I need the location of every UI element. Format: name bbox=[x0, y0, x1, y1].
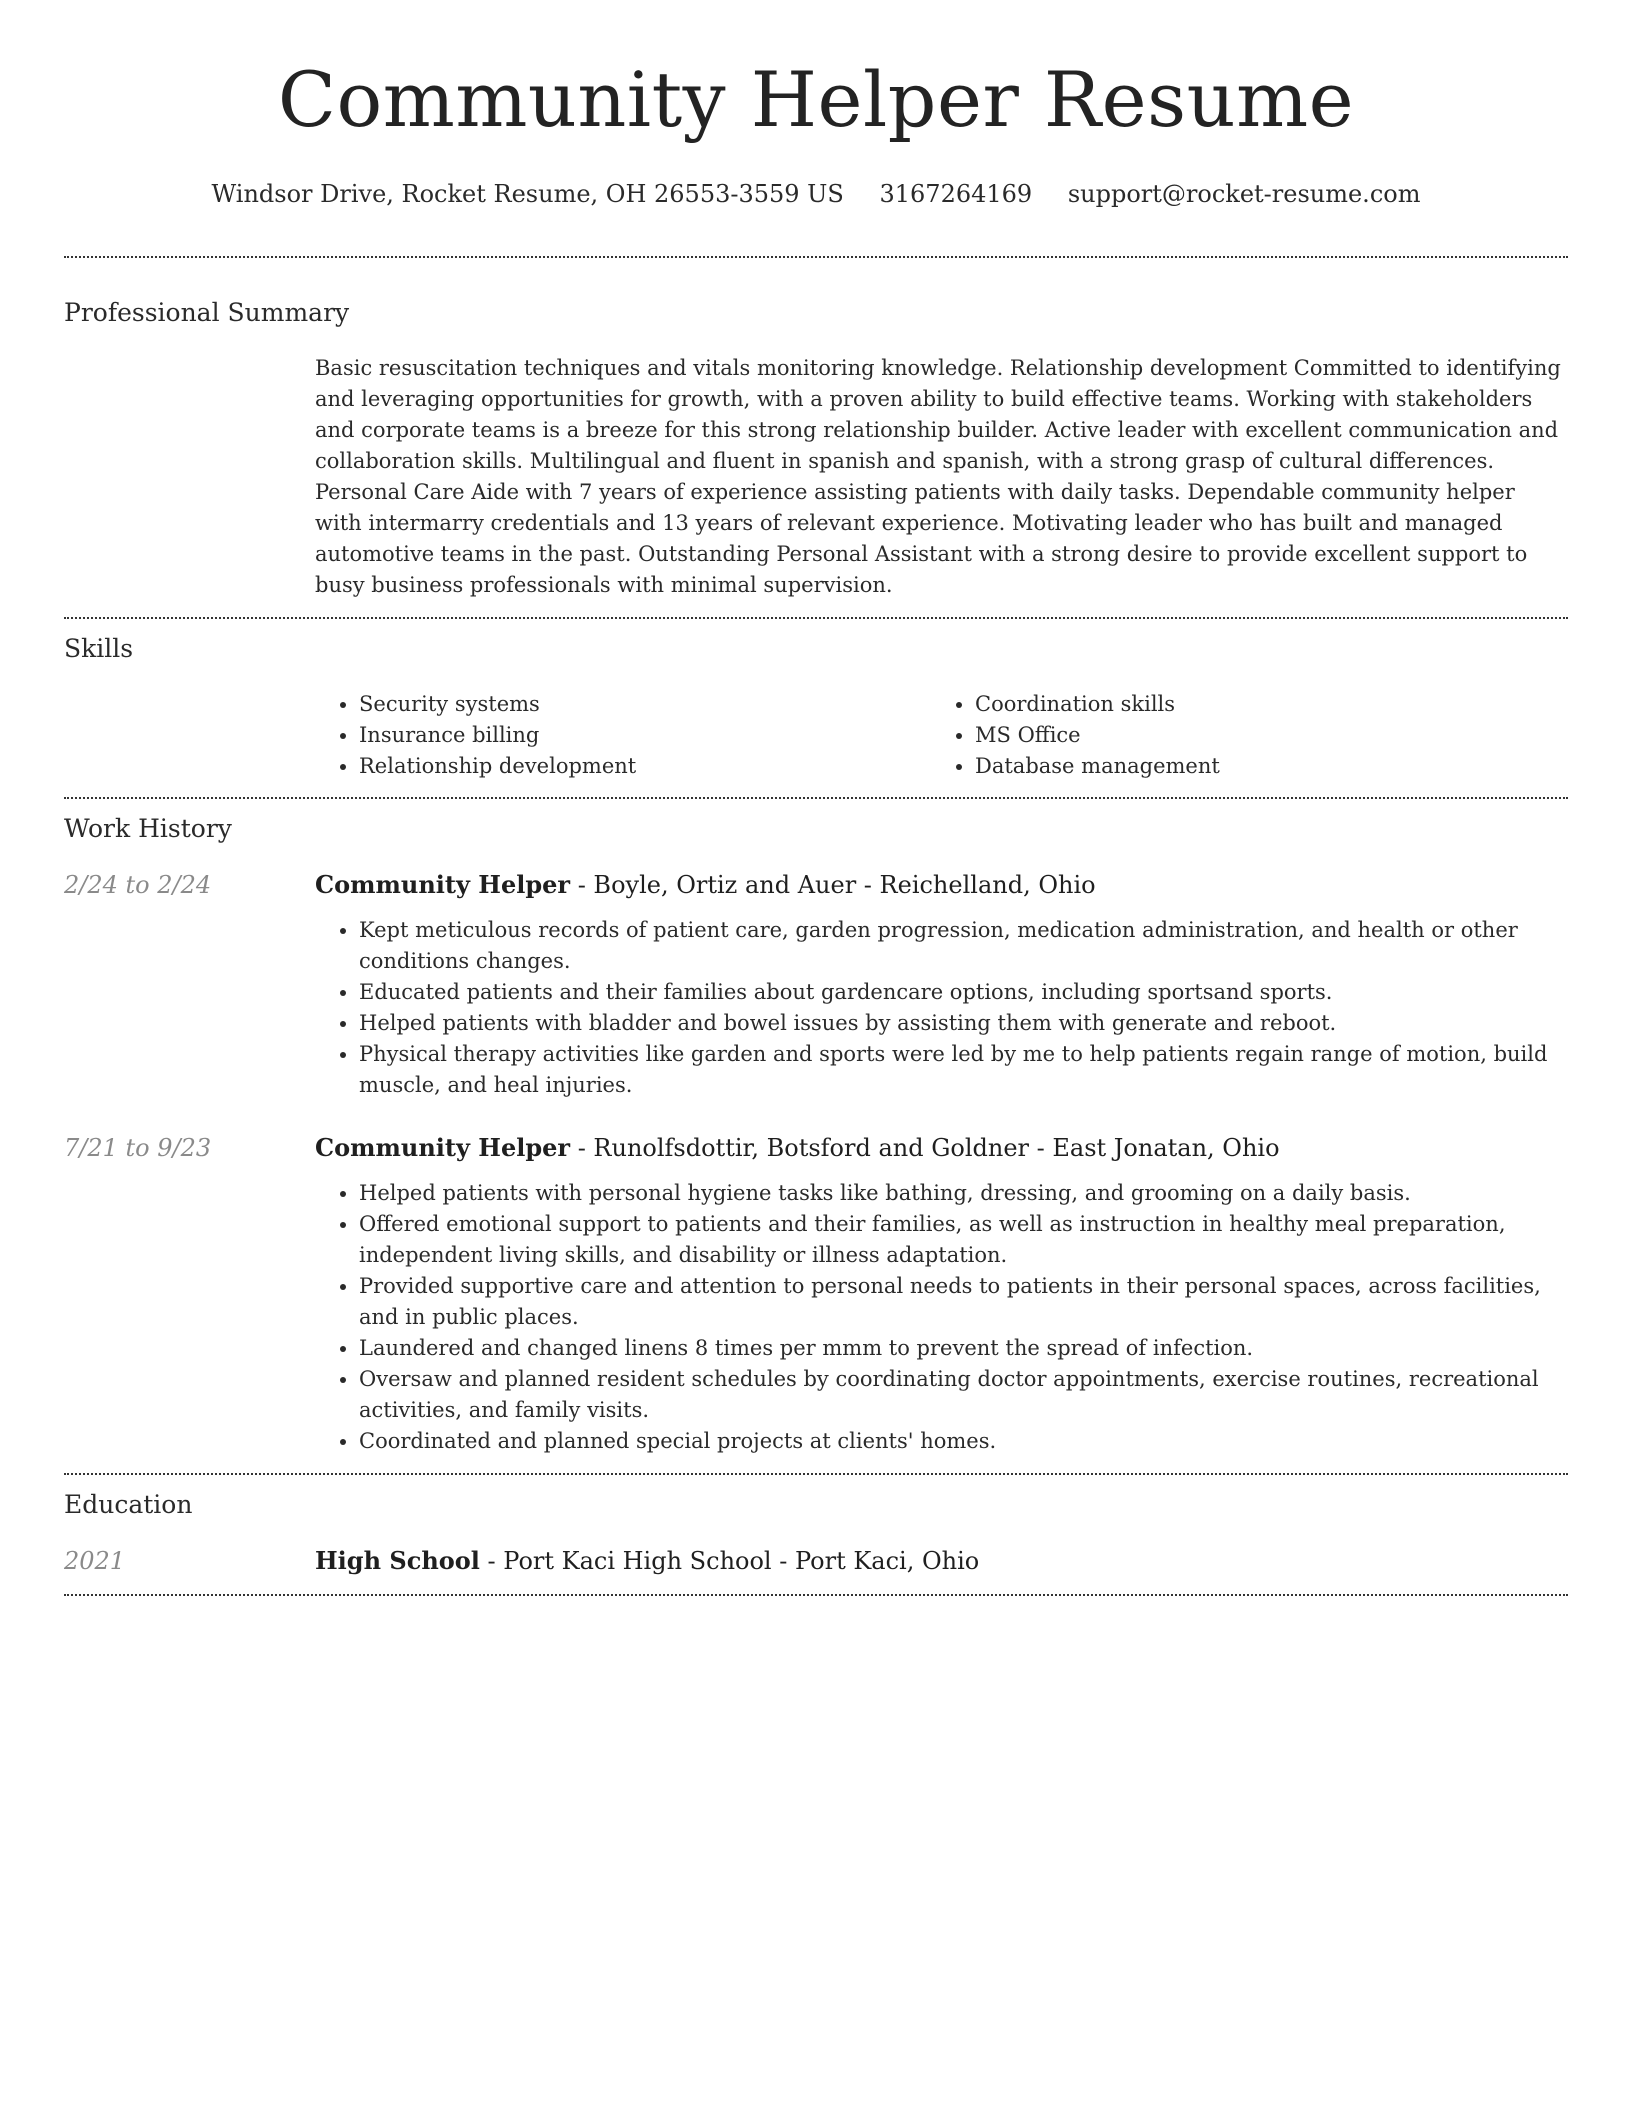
summary-section bbox=[64, 258, 1568, 601]
job-employer: - Runolfsdottir, Botsford and Goldner - East Jonatan, Ohio bbox=[570, 1134, 1280, 1162]
summary-content bbox=[315, 353, 1568, 601]
job-details bbox=[315, 1178, 1568, 1457]
work-section bbox=[64, 799, 1568, 1457]
summary-heading: Professional Summary bbox=[64, 298, 350, 327]
job-bullet: • Provided supportive care and attention to personal needs to patients in their personal spaces, across facilities, and in public places. bbox=[359, 1271, 1568, 1333]
work-heading: Work History bbox=[64, 814, 232, 843]
skills-heading: Skills bbox=[64, 634, 134, 663]
resume-title: Community Helper Resume bbox=[277, 55, 1355, 144]
job-bullets bbox=[315, 915, 1568, 1101]
skill-item: • Relationship development bbox=[359, 751, 931, 782]
job-bullets bbox=[315, 1178, 1568, 1457]
job-employer: - Boyle, Ortiz and Auer - Reichelland, Ohio bbox=[570, 871, 1096, 899]
contact-phone: 3167264169 bbox=[879, 180, 1033, 208]
job-header bbox=[64, 1131, 1568, 1165]
contact-email: support@rocket-resume.com bbox=[1067, 180, 1421, 208]
job-details bbox=[315, 915, 1568, 1101]
job-bullet: • Laundered and changed linens 8 times per mmm to prevent the spread of infection. bbox=[359, 1333, 1568, 1364]
education-school: - Port Kaci High School - Port Kaci, Ohio bbox=[479, 1547, 980, 1575]
job-bullet: • Educated patients and their families about gardencare options, including sportsand sports. bbox=[359, 977, 1568, 1008]
job-dates: 2/24 to 2/24 bbox=[64, 871, 212, 899]
skill-item: • Database management bbox=[975, 751, 1547, 782]
job-entry bbox=[64, 868, 1568, 1101]
skill-item: • Security systems bbox=[359, 689, 931, 720]
job-bullet: • Coordinated and planned special projects at clients' homes. bbox=[359, 1426, 1568, 1457]
job-heading bbox=[315, 1131, 1280, 1165]
contact-address: Windsor Drive, Rocket Resume, OH 26553-3559 US bbox=[211, 180, 844, 208]
divider bbox=[64, 1594, 1568, 1596]
skill-item: • Insurance billing bbox=[359, 720, 931, 751]
skill-item: • MS Office bbox=[975, 720, 1547, 751]
job-bullet: • Physical therapy activities like garden and sports were led by me to help patients regain range of motion, build muscle, and heal injuries. bbox=[359, 1039, 1568, 1101]
job-dates: 7/21 to 9/23 bbox=[64, 1134, 212, 1162]
job-bullet: • Kept meticulous records of patient care, garden progression, medication administration, and health or other conditions changes. bbox=[359, 915, 1568, 977]
education-heading: Education bbox=[64, 1490, 193, 1519]
job-title: Community Helper bbox=[315, 870, 571, 899]
job-bullet: • Offered emotional support to patients and their families, as well as instruction in healthy meal preparation, independent living skills, and disability or illness adaptation. bbox=[359, 1209, 1568, 1271]
skills-section bbox=[64, 619, 1568, 782]
skills-list-right bbox=[931, 689, 1547, 782]
education-section bbox=[64, 1475, 1568, 1578]
summary-text: Basic resuscitation techniques and vitals monitoring knowledge. Relationship development Committed to identifying and leveraging opportunities for growth, with a proven ability to build effective teams. Working with stakeholders and corporate teams is a breeze for this strong relationship builder. Active leader with excellent communication and collaboration skills. Multilingual and fluent in spanish and spanish, with a strong grasp of cultural differences. Personal Care Aide with 7 years of experience assisting patients with daily tasks. Dependable community helper with intermarry credentials and 13 years of relevant experience. Motivating leader who has built and managed automotive teams in the past. Outstanding Personal Assistant with a strong desire to provide excellent support to busy business professionals with minimal supervision. bbox=[315, 356, 1561, 597]
education-year: 2021 bbox=[64, 1547, 126, 1575]
skills-grid bbox=[315, 689, 1568, 782]
skill-item: • Coordination skills bbox=[975, 689, 1547, 720]
skills-list-left bbox=[315, 689, 931, 782]
job-bullet: • Oversaw and planned resident schedules by coordinating doctor appointments, exercise routines, recreational activities, and family visits. bbox=[359, 1364, 1568, 1426]
job-heading bbox=[315, 868, 1096, 902]
education-entry bbox=[64, 1544, 1568, 1578]
contact-line bbox=[64, 178, 1568, 210]
job-entry bbox=[64, 1131, 1568, 1457]
job-bullet: • Helped patients with personal hygiene tasks like bathing, dressing, and grooming on a daily basis. bbox=[359, 1178, 1568, 1209]
education-degree: High School bbox=[315, 1546, 480, 1575]
job-header bbox=[64, 868, 1568, 902]
education-header bbox=[64, 1544, 1568, 1578]
job-bullet: • Helped patients with bladder and bowel issues by assisting them with generate and reboot. bbox=[359, 1008, 1568, 1039]
job-title: Community Helper bbox=[315, 1133, 571, 1162]
education-heading-line bbox=[315, 1544, 979, 1578]
